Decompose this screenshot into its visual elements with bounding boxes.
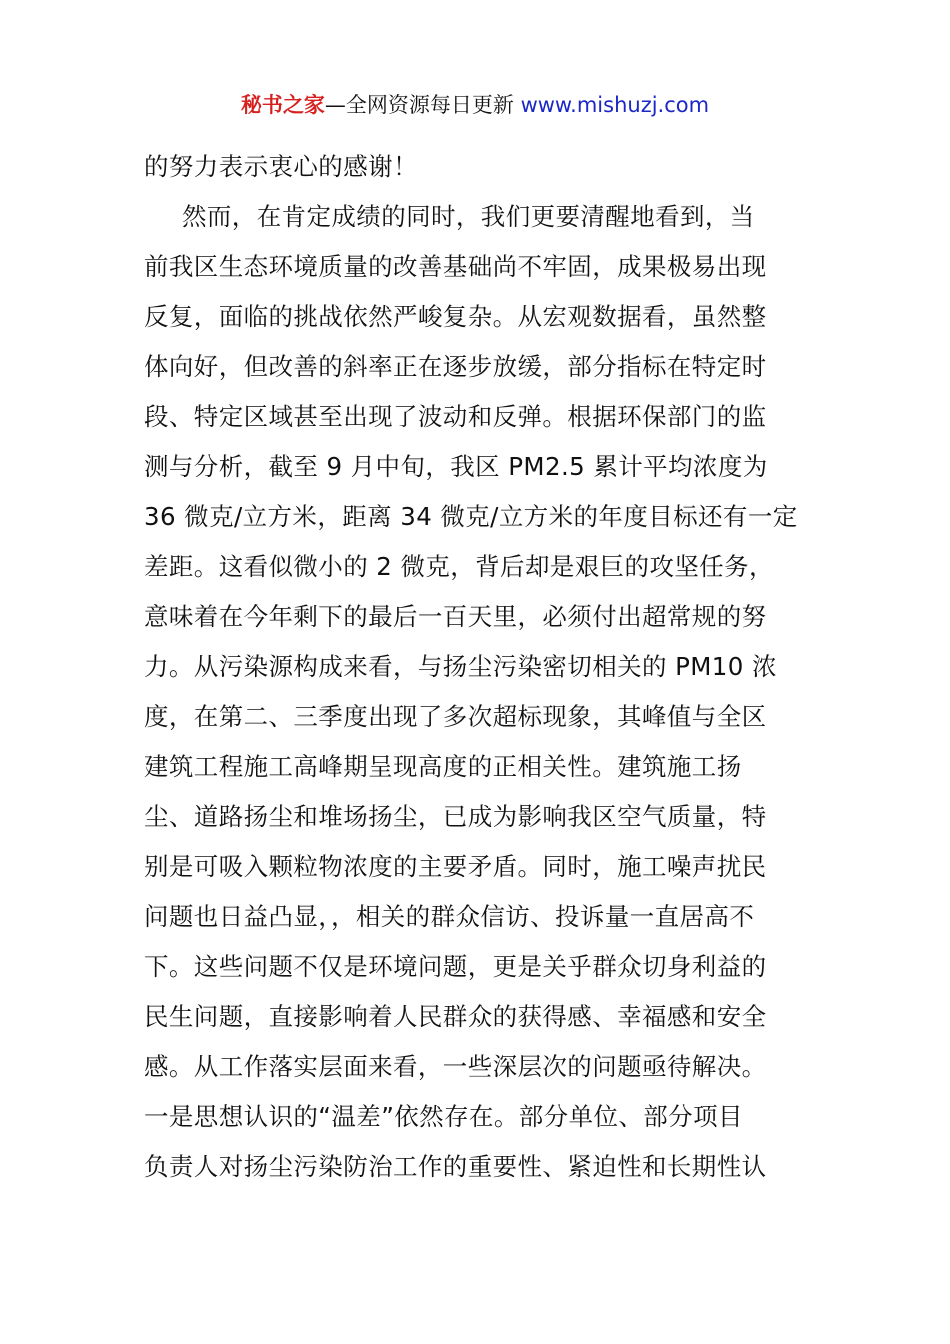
text-line: 负责人对扬尘污染防治工作的重要性、紧迫性和长期性认 [144,1152,767,1181]
text-line: 问题也日益凸显，，相关的群众信访、投诉量一直居高不 [144,902,755,931]
text-line: 意味着在今年剩下的最后一百天里，必须付出超常规的努 [144,602,767,631]
header-tagline: —全网资源每日更新 [324,93,514,117]
text-line: 反复，面临的挑战依然严峻复杂。从宏观数据看，虽然整 [144,302,767,331]
text-line: 36 微克/立方米，距离 34 微克/立方米的年度目标还有一定 [144,502,798,531]
text-line: 民生问题，直接影响着人民群众的获得感、幸福感和安全 [144,1002,767,1031]
page-header [0,88,950,122]
text-line: 力。从污染源构成来看，与扬尘污染密切相关的 PM10 浓 [144,652,777,681]
text-line: 一是思想认识的“温差”依然存在。部分单位、部分项目 [144,1102,743,1131]
text-line: 建筑工程施工高峰期呈现高度的正相关性。建筑施工扬 [144,752,742,781]
text-line: 测与分析，截至 9 月中旬，我区 PM2.5 累计平均浓度为 [144,452,768,481]
text-line: 下。这些问题不仅是环境问题，更是关乎群众切身利益的 [144,952,767,981]
text-line: 尘、道路扬尘和堆场扬尘，已成为影响我区空气质量，特 [144,802,767,831]
text-line: 差距。这看似微小的 2 微克，背后却是艰巨的攻坚任务， [144,552,774,581]
text-line: 度，在第二、三季度出现了多次超标现象，其峰值与全区 [144,702,767,731]
text-line: 前我区生态环境质量的改善基础尚不牢固，成果极易出现 [144,252,767,281]
website-link[interactable]: www.mishuzj.com [520,93,710,117]
text-line: 感。从工作落实层面来看，一些深层次的问题亟待解决。 [144,1052,767,1081]
text-line: 段、特定区域甚至出现了波动和反弹。根据环保部门的监 [144,402,767,431]
brand-name: 秘书之家 [240,93,325,117]
text-line: 体向好，但改善的斜率正在逐步放缓，部分指标在特定时 [144,352,767,381]
document-body [144,142,814,1192]
text-line: 的努力表示衷心的感谢！ [144,152,418,181]
text-line: 别是可吸入颗粒物浓度的主要矛盾。同时，施工噪声扰民 [144,852,767,881]
text-line: 然而，在肯定成绩的同时，我们更要清醒地看到，当 [182,202,755,231]
